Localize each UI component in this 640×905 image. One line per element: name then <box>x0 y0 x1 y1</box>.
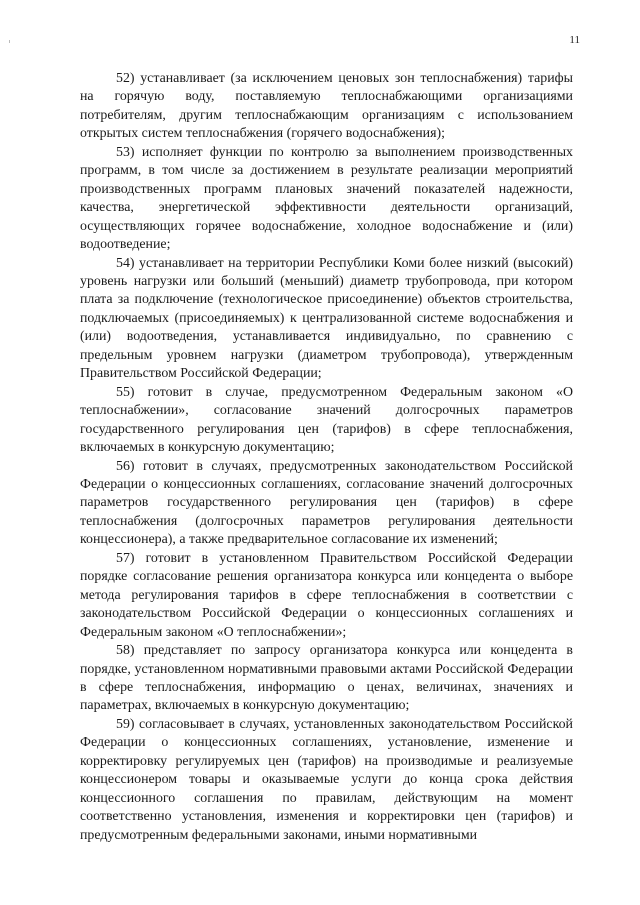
paragraph-item-58: 58) представляет по запросу организатора конкурса или концедента в порядке, установленном нормативными правовыми актами Российской Федерации в сфере теплоснабжения, информацию о ценах, величинах, значениях и параметрах, включаемых в конкурсную документацию; <box>80 643 573 714</box>
paragraph-item-59: 59) согласовывает в случаях, установленных законодательством Российской Федерации о концессионных соглашениях, установление, изменение и корректировку регулируемых цен (тарифов) на производимые и реализуемые концессионером товары и оказываемые услуги до конца срока действия концессионного соглашения по правилам, действующим на момент соответственно установления, изменения и корректировки цен (тарифов) и предусмотренным федеральными законами, иными нормативными <box>80 716 573 843</box>
page-number: 11 <box>569 34 580 46</box>
paragraph-item-54: 54) устанавливает на территории Республики Коми более низкий (высокий) уровень нагрузки или больший (меньший) диаметр трубопровода, при котором плата за подключение (технологическое присоединение) объектов строительства, подключаемых (присоединяемых) к централизованной системе водоснабжения и (или) водоотведения, устанавливается индивидуально, по сравнению с предельным уровнем нагрузки (диаметром трубопровода), утвержденным Правительством Российской Федерации; <box>80 255 573 382</box>
document-body <box>80 70 573 845</box>
paragraph-item-57: 57) готовит в установленном Правительством Российской Федерации порядке согласование решения организатора конкурса или концедента о выборе метода регулирования тарифов в сфере теплоснабжения в соответствии с законодательством Российской Федерации о концессионных соглашениях и Федеральным законом «О теплоснабжении»; <box>80 550 573 640</box>
paragraph-item-55: 55) готовит в случае, предусмотренном Федеральным законом «О теплоснабжении», согласование значений долгосрочных параметров государственного регулирования цен (тарифов) в сфере теплоснабжения, включаемых в конкурсную документацию; <box>80 384 573 456</box>
paragraph-item-52: 52) устанавливает (за исключением ценовых зон теплоснабжения) тарифы на горячую воду, поставляемую теплоснабжающими организациями потребителям, другим теплоснабжающим организациям с использованием открытых систем теплоснабжения (горячего водоснабжения); <box>80 71 573 142</box>
scan-edge-mark <box>9 40 10 43</box>
paragraph-item-53: 53) исполняет функции по контролю за выполнением производственных программ, в том числе за достижением в результате реализации мероприятий производственных программ плановых значений показателей надежности, качества, энергетической эффективности деятельности организаций, осуществляющих горячее водоснабжение, холодное водоснабжение и (или) водоотведение; <box>80 144 573 253</box>
paragraph-item-56: 56) готовит в случаях, предусмотренных законодательством Российской Федерации о концессионных соглашениях, согласование значений долгосрочных параметров государственного регулирования цен (тарифов) в сфере теплоснабжения (долгосрочных параметров регулирования деятельности концессионера), а также предварительное согласование их изменений; <box>80 458 573 548</box>
